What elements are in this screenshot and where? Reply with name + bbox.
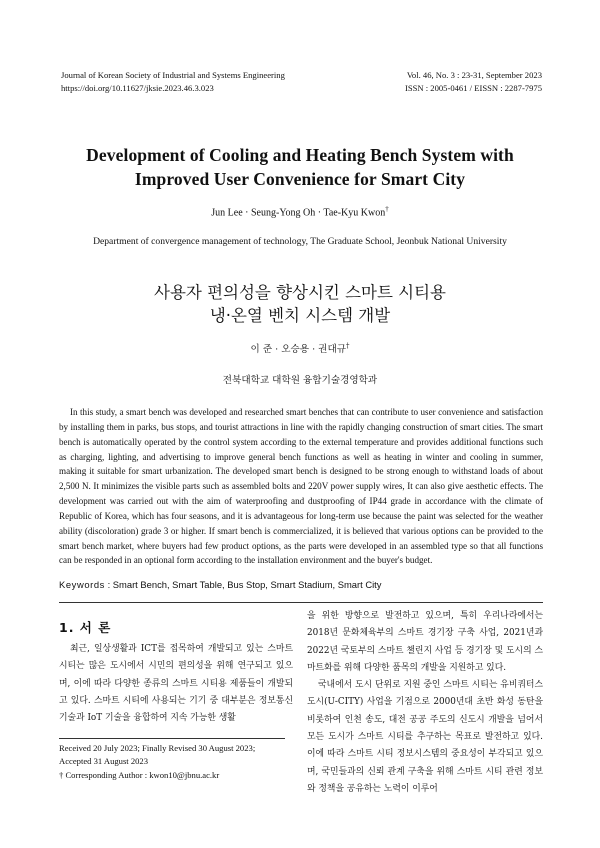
accepted-date: Accepted 31 August 2023 — [59, 756, 149, 767]
keywords-label: Keywords — [59, 579, 105, 590]
korean-affiliation: 전북대학교 대학원 융합기술경영학과 — [222, 375, 378, 386]
english-title-line1: Development of Cooling and Heating Bench System with — [86, 145, 514, 165]
volume-info: Vol. 46, No. 3 : 23-31, September 2023 — [406, 70, 542, 80]
section-divider — [59, 602, 543, 603]
corresponding-email: Corresponding Author : kwon10@jbnu.ac.kr — [65, 769, 220, 780]
korean-title-line1: 사용자 편의성을 향상시킨 스마트 시티용 — [154, 283, 446, 302]
korean-author-list: 이 준 · 오승용 · 권대규 — [250, 344, 346, 355]
korean-title-line2: 냉·온열 벤치 시스템 개발 — [209, 306, 391, 325]
corresponding-mark: † — [385, 205, 389, 213]
keywords-list: : Smart Bench, Smart Table, Bus Stop, Smart Stadium, Smart City — [107, 579, 382, 590]
issue-info — [405, 69, 542, 95]
english-title — [40, 143, 560, 191]
right-column-paragraph-1: 을 위한 방향으로 발전하고 있으며, 특히 우리나라에서는 2018년 문화체육부의 스마트 경기장 구축 사업, 2021년과 2022년 국토부의 스마트 챌린지 사업 등 경기장 및 도시의 스마트화를 위해 다양한 품목의 개발을 지원하고 있다. — [307, 611, 543, 673]
english-title-line2: Improved User Convenience for Smart City — [134, 169, 466, 189]
left-column-text: 최근, 일상생활과 ICT를 접목하여 개발되고 있는 스마트 시티는 많은 도시에서 시민의 편의성을 위해 연구되고 있으며, 이에 따라 다양한 종류의 스마트 시티용 제품들이 개발되고 있다. 스마트 시티에 사용되는 기기 중 대부분은 정보통신 기술과 IoT 기술을 융합하여 지속 가능한 생활 — [59, 644, 293, 724]
doi-link[interactable]: https://doi.org/10.11627/jksie.2023.46.3.023 — [61, 83, 214, 93]
corresponding-author — [59, 769, 255, 782]
journal-name: Journal of Korean Society of Industrial and Systems Engineering — [61, 70, 285, 80]
right-column — [307, 608, 543, 798]
korean-authors — [0, 341, 600, 355]
english-authors — [0, 205, 600, 218]
korean-title — [60, 281, 540, 327]
footnote-divider — [59, 738, 285, 739]
received-date: Received 20 July 2023; Finally Revised 30 August 2023; — [59, 743, 256, 753]
section-heading: 1. 서 론 — [59, 620, 112, 635]
journal-header — [61, 69, 285, 95]
english-author-list: Jun Lee · Seung-Yong Oh · Tae-Kyu Kwon — [211, 207, 386, 219]
keywords — [59, 579, 381, 590]
footnote — [59, 742, 255, 782]
abstract: In this study, a smart bench was developed and researched smart benches that can contribute to user convenience and satisfaction by installing them in parks, bus stops, and tourist attractions in line with the rapidly changing construction of smart cities. The smart bench is automatically operated by the control system according to the external temperature and provides additional functions such as charging, lighting, and advertising to improve general bench functions as well as heating in winter and cooling in summer, making it suitable for smart urbanization. The developed smart bench is designed to be strong enough to withstand loads of about 2,500 N. It minimizes the visible parts such as assembled bolts and 220V power supply wires, It can also give aesthetic effects. The development was carried out with the aim of waterproofing and dustproofing of IP44 grade in accordance with the climate of Republic of Korea, which has four seasons, and it is advantageous for long-term use because the paint was selected for the weather ability (discoloration) grade 3 or higher. If smart bench is commercialized, it is believed that various options can be provided to the smart bench market, where buyers had few product options, as the parts were developed in an assembled type so that all functions can be responded in an optional form according to the installation environment and the buyer's budget. — [59, 407, 543, 566]
english-affiliation: Department of convergence management of technology, The Graduate School, Jeonbuk National University — [93, 236, 507, 247]
issn-info: ISSN : 2005-0461 / EISSN : 2287-7975 — [404, 83, 542, 93]
right-column-paragraph-2: 국내에서 도시 단위로 지원 중인 스마트 시티는 유비쿼터스 도시(U-CITY) 사업을 기점으로 2000년대 초반 화성 동탄을 비롯하여 인천 송도, 대전 공공 주도의 신도시 개발을 넘어서 모든 도시가 스마트 시티를 추구하는 목표로 발전하고 있다. 이에 따라 스마트 시티 정보시스템의 중요성이 부각되고 있으며, 국민들과의 신뢰 관계 구축을 위해 스마트 시티 관련 정보와 정책을 공유하는 노력이 이루어 — [307, 680, 543, 794]
korean-corresponding-mark: † — [346, 341, 350, 350]
footnote-dagger: † — [59, 769, 64, 780]
